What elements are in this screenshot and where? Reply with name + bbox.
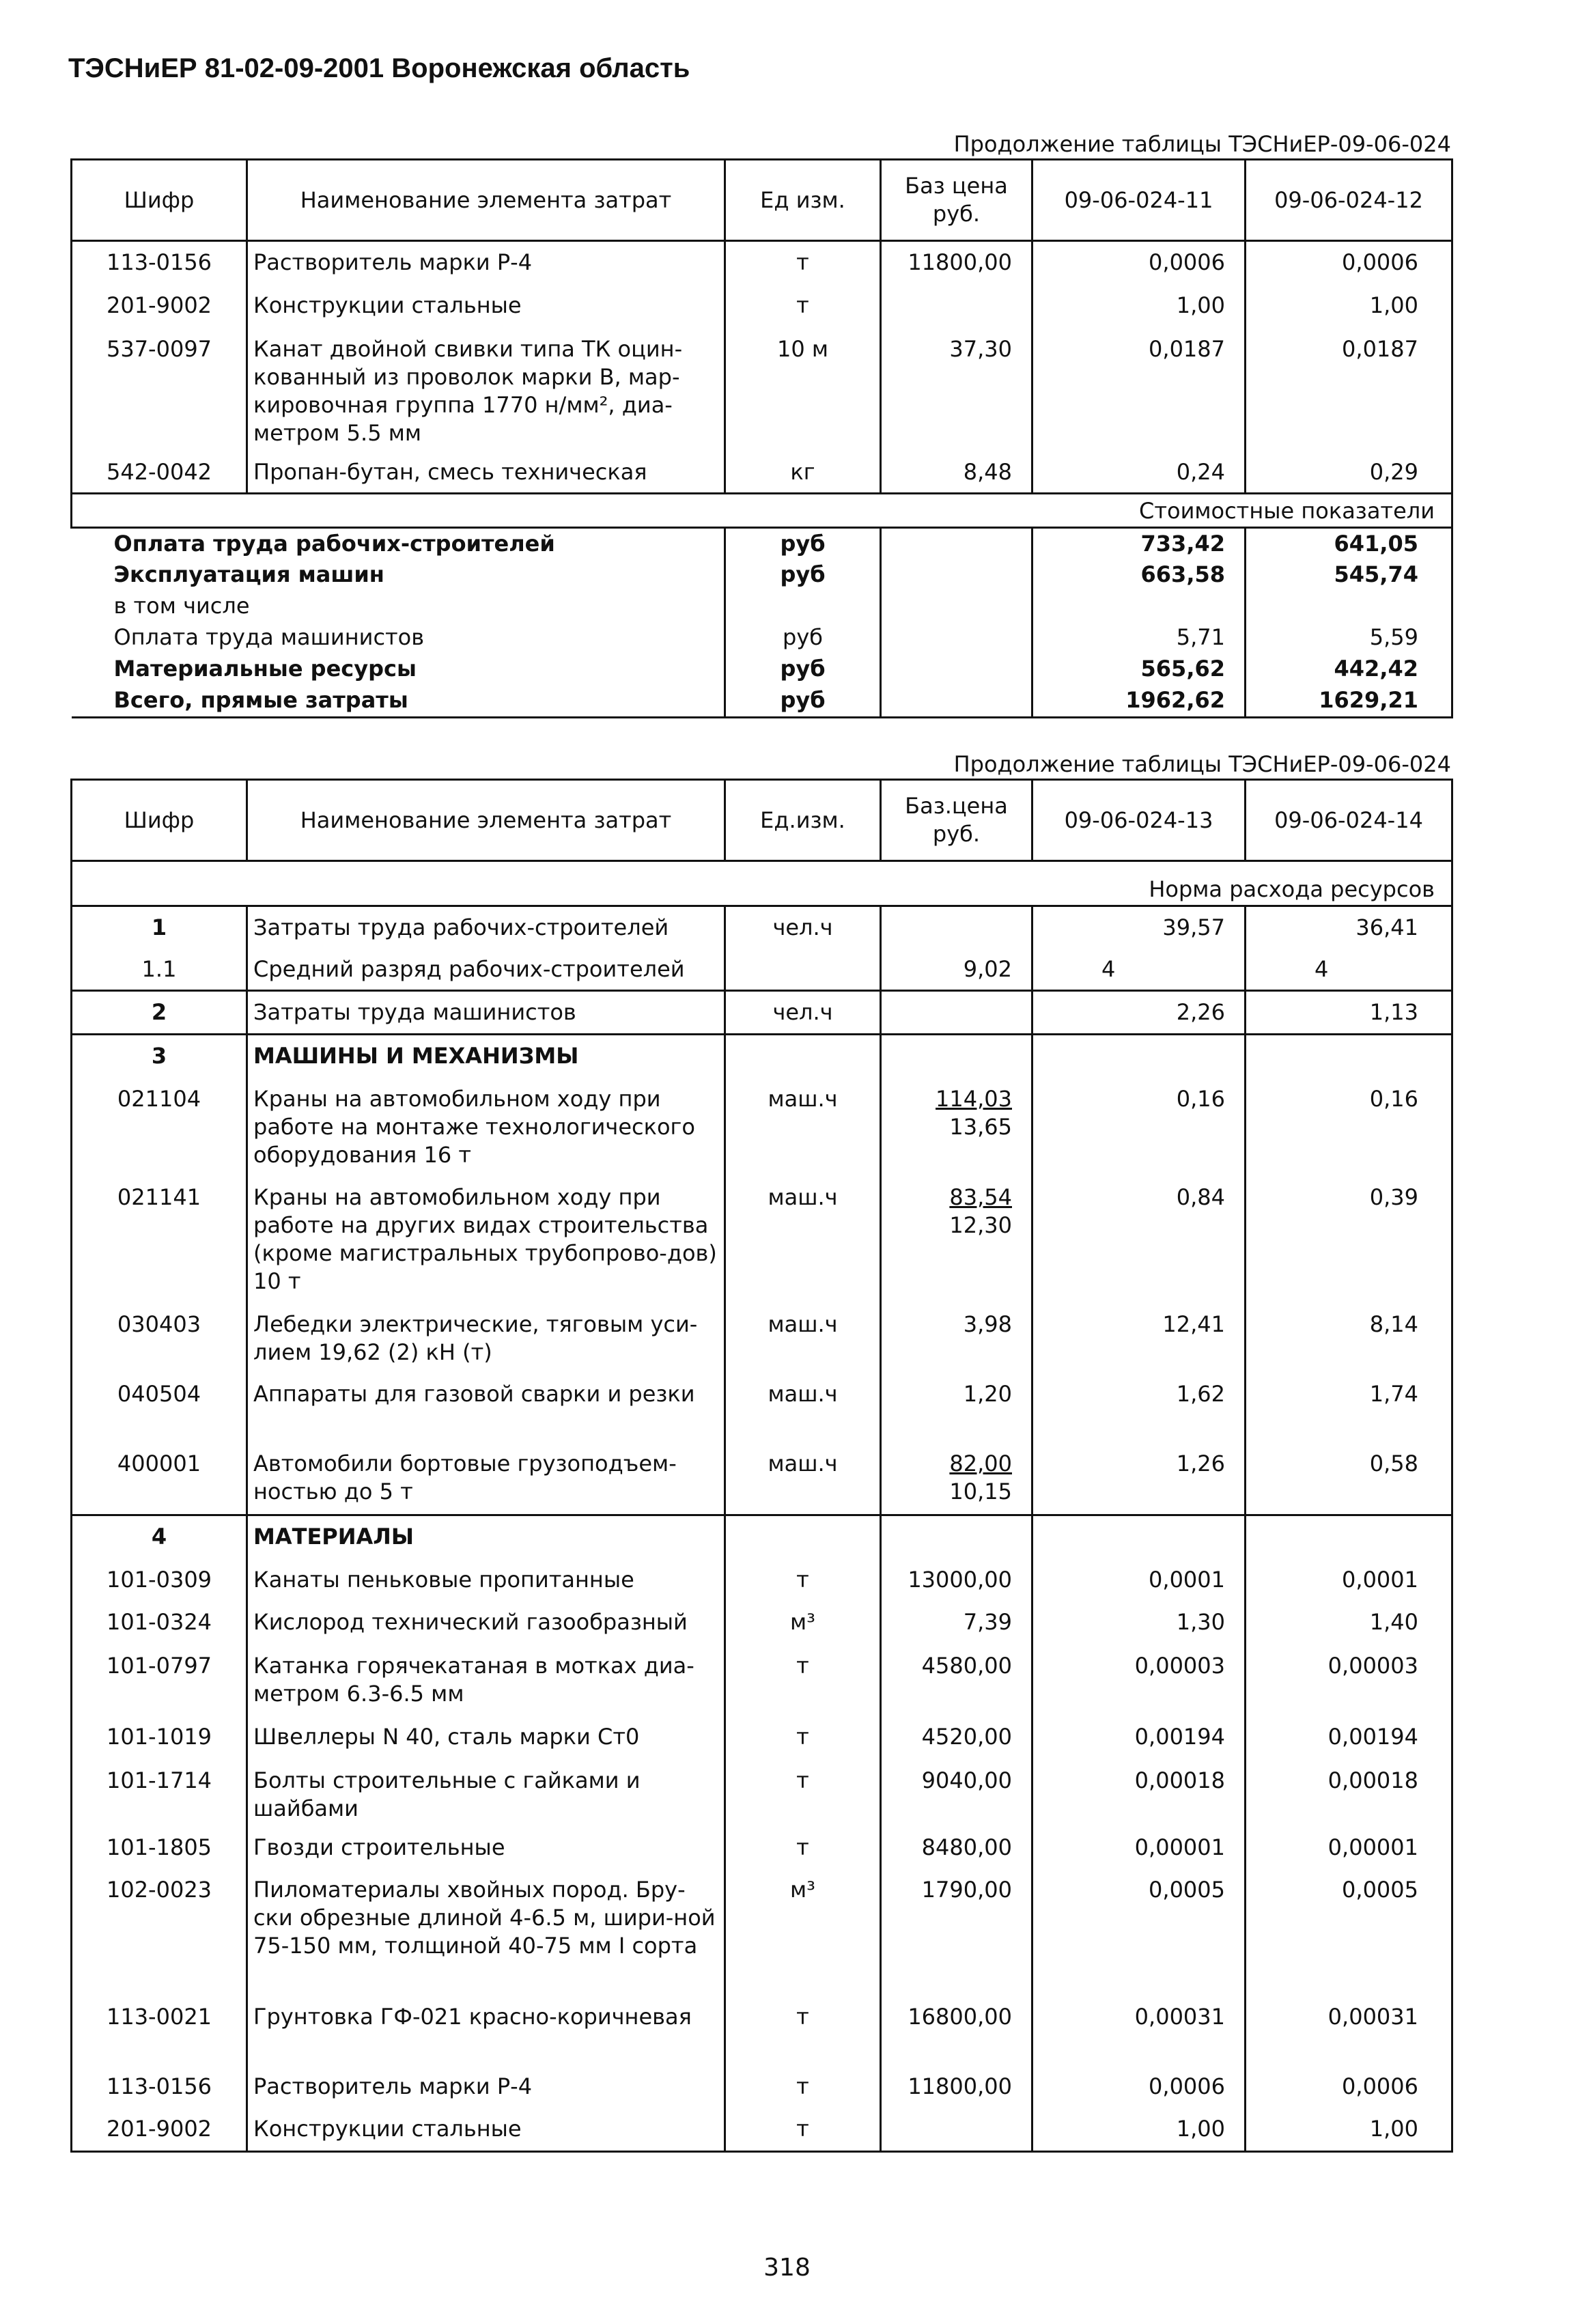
table-row (72, 1645, 1452, 1716)
cell-v1: 1,00 (1032, 285, 1246, 328)
cell-code: 1.1 (72, 949, 247, 991)
cell-code: 3 (72, 1035, 247, 1078)
cell-v2: 0,00031 (1246, 1996, 1452, 2066)
cell-unit: чел.ч (725, 906, 881, 949)
cell-name: Швеллеры N 40, сталь марки Ст0 (247, 1716, 725, 1760)
summary-v2: 641,05 (1246, 528, 1452, 559)
table-row (72, 1035, 1452, 1078)
cell-code: 040504 (72, 1373, 247, 1443)
cell-name: Канат двойной свивки типа ТК оцин-кованный из проволок марки В, мар-кировочная группа 1770 н/мм², диа-метром 5.5 мм (247, 328, 725, 451)
col-header-name: Наименование элемента затрат (247, 780, 725, 861)
cell-v2: 4 (1246, 949, 1452, 991)
summary-row (72, 654, 1452, 685)
cell-unit: чел.ч (725, 991, 881, 1035)
cell-price: 9040,00 (881, 1760, 1032, 1827)
cell-code: 021141 (72, 1177, 247, 1304)
summary-v1: 1962,62 (1032, 685, 1246, 718)
cell-name: Краны на автомобильном ходу при работе на монтаже технологического оборудования 16 т (247, 1078, 725, 1177)
table1-caption: Продолжение таблицы ТЭСНиЕР-09-06-024 (953, 131, 1451, 157)
cell-v1: 1,30 (1032, 1601, 1246, 1645)
summary-row (72, 622, 1452, 654)
cell-v1: 1,00 (1032, 2108, 1246, 2152)
cell-name: Средний разряд рабочих-строителей (247, 949, 725, 991)
cell-unit: т (725, 241, 881, 285)
cell-v2: 0,00018 (1246, 1760, 1452, 1827)
cell-unit: т (725, 1645, 881, 1716)
cell-price: 13000,00 (881, 1559, 1032, 1601)
cell-price: 1,20 (881, 1373, 1032, 1443)
cell-unit: маш.ч (725, 1078, 881, 1177)
cell-v2: 8,14 (1246, 1304, 1452, 1373)
table-row (72, 1827, 1452, 1869)
col-header-v2: 09-06-024-14 (1246, 780, 1452, 861)
summary-row (72, 685, 1452, 718)
cell-unit: 10 м (725, 328, 881, 451)
col-header-v1: 09-06-024-11 (1032, 160, 1246, 241)
cell-price: 11800,00 (881, 241, 1032, 285)
cell-code: 101-1019 (72, 1716, 247, 1760)
cell-v1: 0,00031 (1032, 1996, 1246, 2066)
cell-unit: т (725, 1996, 881, 2066)
summary-row (72, 528, 1452, 559)
col-header-unit: Ед изм. (725, 160, 881, 241)
cell-v1: 2,26 (1032, 991, 1246, 1035)
cell-name: МАШИНЫ И МЕХАНИЗМЫ (247, 1035, 725, 1078)
cell-v2: 1,00 (1246, 2108, 1452, 2152)
cell-code: 101-0309 (72, 1559, 247, 1601)
cell-v1: 12,41 (1032, 1304, 1246, 1373)
cell-name: Конструкции стальные (247, 285, 725, 328)
cell-v1: 0,0005 (1032, 1869, 1246, 1996)
table-row (72, 1996, 1452, 2066)
summary-v1: 5,71 (1032, 622, 1246, 654)
summary-name: Эксплуатация машин (72, 559, 725, 591)
summary-v2 (1246, 591, 1452, 622)
cell-price: 9,02 (881, 949, 1032, 991)
summary-name: Всего, прямые затраты (72, 685, 725, 718)
cell-price (881, 2108, 1032, 2152)
cell-v1: 0,0006 (1032, 241, 1246, 285)
cell-code: 201-9002 (72, 285, 247, 328)
table-row (72, 1869, 1452, 1996)
cell-name: Канаты пеньковые пропитанные (247, 1559, 725, 1601)
cell-name: Растворитель марки Р-4 (247, 2066, 725, 2108)
cell-unit: маш.ч (725, 1443, 881, 1515)
table-row (72, 906, 1452, 949)
cell-v2: 0,00194 (1246, 1716, 1452, 1760)
cell-v1: 1,26 (1032, 1443, 1246, 1515)
cell-unit: т (725, 1760, 881, 1827)
table-row (72, 241, 1452, 285)
cell-v2: 0,0001 (1246, 1559, 1452, 1601)
summary-name: Материальные ресурсы (72, 654, 725, 685)
cell-v2: 0,0187 (1246, 328, 1452, 451)
cell-v2: 0,0006 (1246, 241, 1452, 285)
cell-unit: т (725, 2066, 881, 2108)
cell-v2: 0,0005 (1246, 1869, 1452, 1996)
cell-price-sub: 12,30 (949, 1212, 1012, 1238)
table2-caption: Продолжение таблицы ТЭСНиЕР-09-06-024 (953, 751, 1451, 777)
col-header-v1: 09-06-024-13 (1032, 780, 1246, 861)
cell-name: Болты строительные с гайками и шайбами (247, 1760, 725, 1827)
table-row (72, 1716, 1452, 1760)
cell-v2: 0,0006 (1246, 2066, 1452, 2108)
cell-price (881, 285, 1032, 328)
cell-price: 4580,00 (881, 1645, 1032, 1716)
cell-v1: 0,0187 (1032, 328, 1246, 451)
cell-v2: 0,00003 (1246, 1645, 1452, 1716)
cell-price: 4520,00 (881, 1716, 1032, 1760)
cell-v2: 36,41 (1246, 906, 1452, 949)
cell-price (881, 991, 1032, 1035)
cell-code: 537-0097 (72, 328, 247, 451)
cell-code: 113-0156 (72, 241, 247, 285)
cell-code: 030403 (72, 1304, 247, 1373)
cell-code: 400001 (72, 1443, 247, 1515)
cell-code: 4 (72, 1515, 247, 1559)
cell-code: 542-0042 (72, 451, 247, 494)
cell-unit: маш.ч (725, 1177, 881, 1304)
document-header: ТЭСНиЕР 81-02-09-2001 Воронежская область (68, 53, 690, 83)
table-row (72, 1760, 1452, 1827)
summary-v1: 733,42 (1032, 528, 1246, 559)
cell-name: Кислород технический газообразный (247, 1601, 725, 1645)
cell-v1: 0,00194 (1032, 1716, 1246, 1760)
table2 (70, 779, 1453, 2153)
col-header-name: Наименование элемента затрат (247, 160, 725, 241)
cell-name: Затраты труда рабочих-строителей (247, 906, 725, 949)
cell-v2: 1,00 (1246, 285, 1452, 328)
summary-unit: руб (725, 559, 881, 591)
cell-name: Катанка горячекатаная в мотках диа-метром 6.3-6.5 мм (247, 1645, 725, 1716)
cell-v1: 0,00001 (1032, 1827, 1246, 1869)
table-row (72, 1601, 1452, 1645)
table-row (72, 1304, 1452, 1373)
cell-price: 3,98 (881, 1304, 1032, 1373)
cell-price: 83,54 (949, 1184, 1012, 1210)
cell-v1: 0,0006 (1032, 2066, 1246, 2108)
cell-price (881, 906, 1032, 949)
cell-price: 8,48 (881, 451, 1032, 494)
cell-code: 102-0023 (72, 1869, 247, 1996)
summary-name: в том числе (72, 591, 725, 622)
cell-v2: 0,39 (1246, 1177, 1452, 1304)
cell-name: Лебедки электрические, тяговым уси-лием 19,62 (2) кН (т) (247, 1304, 725, 1373)
cell-code: 2 (72, 991, 247, 1035)
table-row (72, 2108, 1452, 2152)
cell-name: Краны на автомобильном ходу при работе на других видах строительства (кроме магистральных трубопрово-дов) 10 т (247, 1177, 725, 1304)
summary-unit: руб (725, 654, 881, 685)
summary-unit: руб (725, 685, 881, 718)
cell-unit: м³ (725, 1869, 881, 1996)
cell-code: 113-0021 (72, 1996, 247, 2066)
cell-name: Растворитель марки Р-4 (247, 241, 725, 285)
summary-v2: 1629,21 (1246, 685, 1452, 718)
section-heading: Стоимостные показатели (72, 494, 1452, 528)
cell-v2: 1,40 (1246, 1601, 1452, 1645)
col-header-price: Баз.цена руб. (881, 780, 1032, 861)
cell-price: 16800,00 (881, 1996, 1032, 2066)
table-row (72, 991, 1452, 1035)
summary-row (72, 591, 1452, 622)
cell-code: 021104 (72, 1078, 247, 1177)
cell-price-sub: 13,65 (949, 1113, 1012, 1140)
cell-name: Гвозди строительные (247, 1827, 725, 1869)
cell-price: 7,39 (881, 1601, 1032, 1645)
table1 (70, 158, 1453, 718)
cell-unit: т (725, 1716, 881, 1760)
table-row (72, 2066, 1452, 2108)
cell-name: Конструкции стальные (247, 2108, 725, 2152)
cell-v2: 1,74 (1246, 1373, 1452, 1443)
summary-unit: руб (725, 622, 881, 654)
table-row (72, 1559, 1452, 1601)
cell-v2: 0,00001 (1246, 1827, 1452, 1869)
cell-unit: т (725, 2108, 881, 2152)
cell-v1: 0,0001 (1032, 1559, 1246, 1601)
cell-price: 1790,00 (881, 1869, 1032, 1996)
cell-code: 101-1805 (72, 1827, 247, 1869)
table-row (72, 1515, 1452, 1559)
cell-name: Грунтовка ГФ-021 красно-коричневая (247, 1996, 725, 2066)
summary-name: Оплата труда машинистов (72, 622, 725, 654)
table-row (72, 1443, 1452, 1515)
cell-code: 101-1714 (72, 1760, 247, 1827)
cell-price: 8480,00 (881, 1827, 1032, 1869)
cell-code: 201-9002 (72, 2108, 247, 2152)
col-header-code: Шифр (72, 780, 247, 861)
table-row (72, 1373, 1452, 1443)
cell-code: 101-0797 (72, 1645, 247, 1716)
summary-name: Оплата труда рабочих-строителей (72, 528, 725, 559)
cell-v1: 0,00018 (1032, 1760, 1246, 1827)
cell-code: 113-0156 (72, 2066, 247, 2108)
summary-v2: 5,59 (1246, 622, 1452, 654)
cell-code: 1 (72, 906, 247, 949)
cell-v2: 0,29 (1246, 451, 1452, 494)
summary-unit: руб (725, 528, 881, 559)
col-header-v2: 09-06-024-12 (1246, 160, 1452, 241)
table-row (72, 949, 1452, 991)
table1-header-row (72, 160, 1452, 241)
cell-price: 37,30 (881, 328, 1032, 451)
cell-name: Пиломатериалы хвойных пород. Бру-ски обрезные длиной 4-6.5 м, шири-ной 75-150 мм, толщиной 40-75 мм I сорта (247, 1869, 725, 1996)
cell-name: Затраты труда машинистов (247, 991, 725, 1035)
page-number: 318 (763, 2254, 811, 2282)
cell-v1: 0,24 (1032, 451, 1246, 494)
cell-unit: т (725, 1559, 881, 1601)
table-row (72, 451, 1452, 494)
col-header-code: Шифр (72, 160, 247, 241)
summary-row (72, 559, 1452, 591)
table-row (72, 328, 1452, 451)
table-row (72, 1078, 1452, 1177)
cell-v2: 1,13 (1246, 991, 1452, 1035)
col-header-unit: Ед.изм. (725, 780, 881, 861)
cell-v2: 0,16 (1246, 1078, 1452, 1177)
summary-v2: 545,74 (1246, 559, 1452, 591)
summary-v1: 565,62 (1032, 654, 1246, 685)
cell-price: 82,00 (949, 1450, 1012, 1476)
cell-unit: м³ (725, 1601, 881, 1645)
cell-unit: т (725, 1827, 881, 1869)
section-heading: Норма расхода ресурсов (72, 861, 1452, 906)
summary-v2: 442,42 (1246, 654, 1452, 685)
cell-name: МАТЕРИАЛЫ (247, 1515, 725, 1559)
cell-v2: 0,58 (1246, 1443, 1452, 1515)
cell-v1: 1,62 (1032, 1373, 1246, 1443)
cell-v1: 0,84 (1032, 1177, 1246, 1304)
cell-unit: кг (725, 451, 881, 494)
cell-name: Аппараты для газовой сварки и резки (247, 1373, 725, 1443)
summary-v1: 663,58 (1032, 559, 1246, 591)
cell-v1: 0,00003 (1032, 1645, 1246, 1716)
summary-unit (725, 591, 881, 622)
summary-v1 (1032, 591, 1246, 622)
cell-v1: 0,16 (1032, 1078, 1246, 1177)
table2-header-row (72, 780, 1452, 861)
col-header-price: Баз цена руб. (881, 160, 1032, 241)
cell-price: 11800,00 (881, 2066, 1032, 2108)
cell-code: 101-0324 (72, 1601, 247, 1645)
cell-v1: 39,57 (1032, 906, 1246, 949)
cell-unit: маш.ч (725, 1373, 881, 1443)
cell-price: 114,03 (936, 1085, 1012, 1112)
table-row (72, 285, 1452, 328)
cell-unit: маш.ч (725, 1304, 881, 1373)
cell-name: Автомобили бортовые грузоподъем-ностью до 5 т (247, 1443, 725, 1515)
cell-unit (725, 949, 881, 991)
cell-unit: т (725, 285, 881, 328)
cell-v1: 4 (1032, 949, 1246, 991)
cell-name: Пропан-бутан, смесь техническая (247, 451, 725, 494)
table-row (72, 1177, 1452, 1304)
cell-price-sub: 10,15 (949, 1478, 1012, 1504)
